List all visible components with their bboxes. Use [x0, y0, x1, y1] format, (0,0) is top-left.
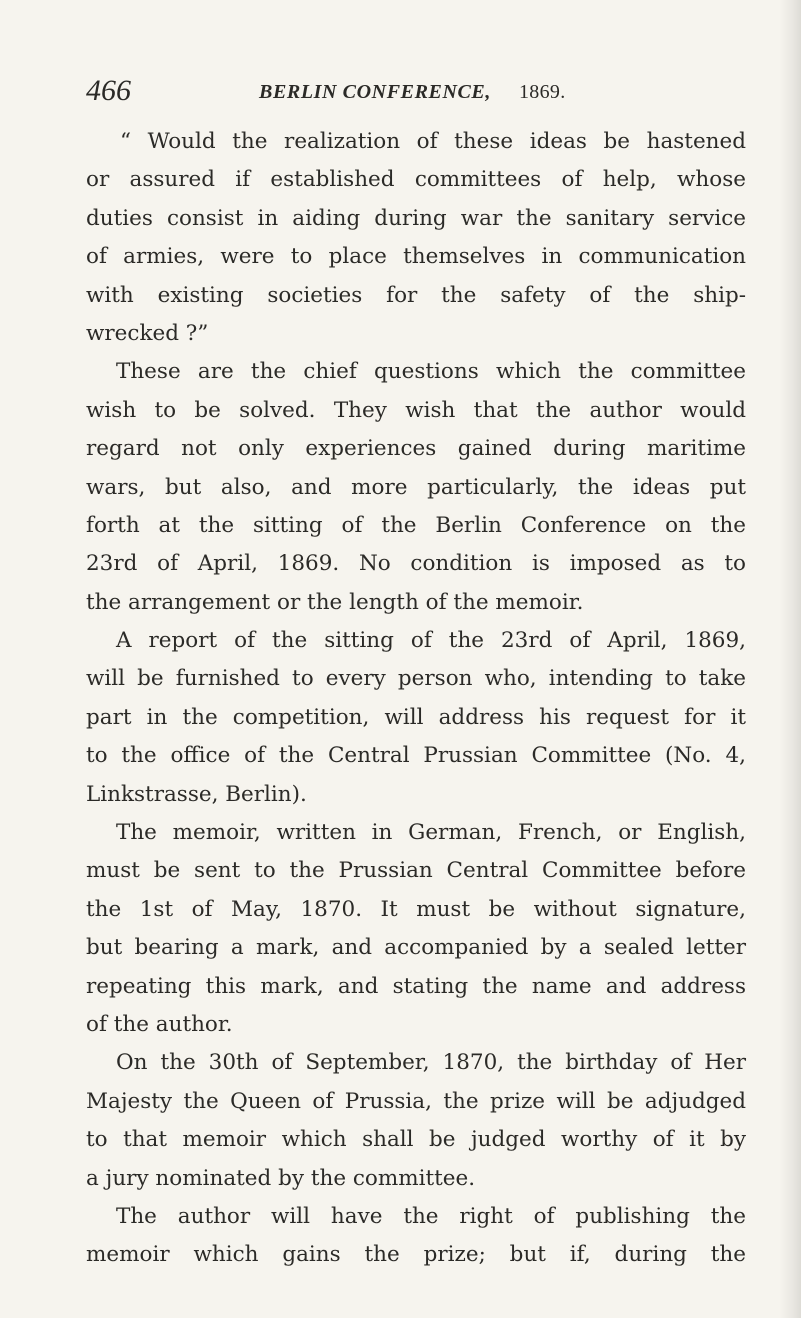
- text-line: to that memoir which shall be judged worthy of it by: [86, 1127, 746, 1153]
- text-line: of armies, were to place themselves in communication: [86, 244, 746, 270]
- text-line: must be sent to the Prussian Central Committee before: [86, 858, 746, 884]
- text-line: 23rd of April, 1869. No condition is imposed as to: [86, 551, 746, 577]
- running-head: BERLIN CONFERENCE,: [259, 81, 491, 103]
- text-line: wrecked ?”: [86, 320, 209, 346]
- running-head-year: 1869.: [519, 81, 566, 103]
- text-line: The author will have the right of publishing the: [116, 1203, 746, 1229]
- text-line: to the office of the Central Prussian Committee (No. 4,: [86, 743, 746, 769]
- text-line: memoir which gains the prize; but if, during the: [86, 1242, 746, 1268]
- text-line: but bearing a mark, and accompanied by a sealed letter: [86, 935, 746, 961]
- text-line: of the author.: [86, 1011, 233, 1037]
- text-line: “ Would the realization of these ideas be hastened: [120, 129, 746, 154]
- page-edge-shadow: [779, 0, 801, 1318]
- text-line: wish to be solved. They wish that the author would: [86, 397, 746, 423]
- page-number: 466: [86, 74, 131, 107]
- text-line: the arrangement or the length of the memoir.: [86, 589, 584, 615]
- text-line: part in the competition, will address his request for it: [86, 704, 746, 730]
- text-line: The memoir, written in German, French, or English,: [116, 820, 746, 846]
- text-line: Linkstrasse, Berlin).: [86, 781, 307, 807]
- text-line: wars, but also, and more particularly, the ideas put: [86, 474, 746, 500]
- text-line: A report of the sitting of the 23rd of April, 1869,: [116, 628, 746, 654]
- text-line: duties consist in aiding during war the sanitary service: [86, 205, 746, 231]
- text-line: or assured if established committees of help, whose: [86, 167, 746, 193]
- text-line: the 1st of May, 1870. It must be without signature,: [86, 896, 746, 922]
- page-header: [86, 74, 726, 114]
- text-line: forth at the sitting of the Berlin Conference on the: [86, 512, 746, 538]
- body-text: [86, 123, 746, 1275]
- text-line: On the 30th of September, 1870, the birthday of Her: [116, 1050, 746, 1076]
- text-line: with existing societies for the safety of the ship-: [86, 282, 746, 308]
- text-line: Majesty the Queen of Prussia, the prize will be adjudged: [86, 1088, 746, 1114]
- text-line: a jury nominated by the committee.: [86, 1165, 476, 1191]
- text-line: repeating this mark, and stating the name and address: [86, 973, 746, 999]
- text-line: will be furnished to every person who, intending to take: [86, 666, 746, 692]
- text-line: regard not only experiences gained during maritime: [86, 436, 746, 462]
- text-line: These are the chief questions which the committee: [116, 359, 746, 385]
